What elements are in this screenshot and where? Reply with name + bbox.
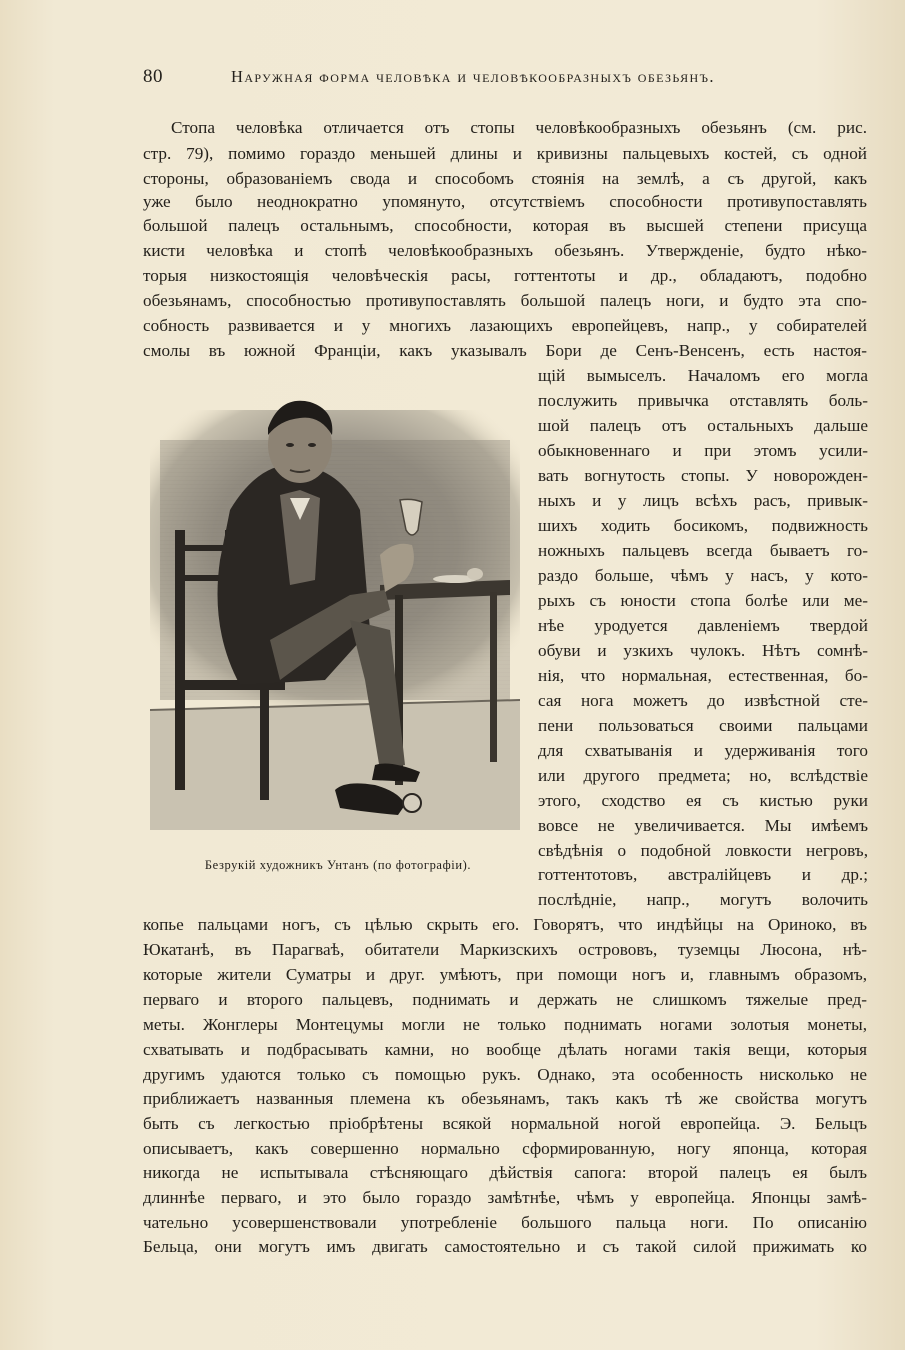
text-line: послужить привычка отставлять боль- (538, 391, 868, 410)
text-line: никогда не испытывала стѣсняющаго дѣйствія сапога: второй палецъ ея былъ (143, 1163, 867, 1182)
text-line: вать вогнутость стопы. У новорожден- (538, 466, 868, 485)
text-line: перваго и второго пальцевъ, поднимать и держать не слишкомъ тяжелые пред- (143, 990, 867, 1009)
text-line: торыя низкостоящія человѣческія расы, готтентоты и др., обладаютъ, подобно (143, 266, 867, 285)
text-line: длиннѣе перваго, и это было гораздо замѣтнѣе, чѣмъ у европейца. Японцы замѣ- (143, 1188, 867, 1207)
text-line: послѣдніе, напр., могутъ волочить (538, 890, 868, 909)
text-line: обезьянамъ, способностью противупоставлять большой палецъ ноги, и будто эта спо- (143, 291, 867, 310)
text-line: готтентотовъ, австралійцевъ и др.; (538, 865, 868, 884)
text-line: нія, что нормальная, естественная, бо- (538, 666, 868, 685)
text-line: рыхъ съ юности стопа болѣе или ме- (538, 591, 868, 610)
text-line: ныхъ и у лицъ всѣхъ расъ, привык- (538, 491, 868, 510)
text-line: Юкатанѣ, въ Парагваѣ, обитатели Маркизскихъ острововъ, туземцы Люсона, нѣ- (143, 940, 867, 959)
page-header (143, 66, 867, 96)
text-line: схватывать и подбрасывать камни, но вообще дѣлать ногами такія вещи, которыя (143, 1040, 867, 1059)
text-line: кисти человѣка и стопѣ человѣкообразныхъ обезьянъ. Утвержденіе, будто нѣко- (143, 241, 867, 260)
engraving-figure (150, 380, 520, 835)
text-line: шихъ ходить босикомъ, подвижность (538, 516, 868, 535)
text-line: стр. 79), помимо гораздо меньшей длины и кривизны пальцевыхъ костей, съ одной (143, 144, 867, 163)
text-line: смолы въ южной Франціи, какъ указывалъ Бори де Сенъ-Венсенъ, есть настоя- (143, 341, 867, 360)
text-line: шой палецъ отъ остальныхъ дальше (538, 416, 868, 435)
text-line: обуви и узкихъ чулокъ. Нѣтъ сомнѣ- (538, 641, 868, 660)
text-line: которые жители Суматры и друг. умѣютъ, при помощи ногъ и, главнымъ образомъ, (143, 965, 867, 984)
text-line: чательно усовершенствовали употребленіе большого пальца ноги. По описанію (143, 1213, 867, 1232)
text-line: для схватыванія и удерживанія того (538, 741, 868, 760)
text-line: обыкновеннаго и при этомъ усили- (538, 441, 868, 460)
figure-caption: Безрукій художникъ Унтанъ (по фотографіи). (204, 858, 472, 872)
text-line: этого, сходство ея съ кистью руки (538, 791, 868, 810)
text-line: ножныхъ пальцевъ всегда бываетъ го- (538, 541, 868, 560)
text-line: приближаетъ названныя племена къ обезьянамъ, такъ какъ тѣ же свойства могутъ (143, 1089, 867, 1108)
text-line: щій вымыселъ. Началомъ его могла (538, 366, 868, 385)
text-line: большой палецъ остальнымъ, способности, которая въ высшей степени присуща (143, 216, 867, 235)
text-line: стороны, образованіемъ свода и способомъ стоянія на землѣ, а съ другой, какъ (143, 169, 867, 188)
text-line: вовсе не увеличивается. Мы имѣемъ (538, 816, 868, 835)
engraving-image (150, 380, 520, 835)
text-line: свѣдѣнія о подобной ловкости негровъ, (538, 841, 868, 860)
text-line: или другого предмета; но, вслѣдствіе (538, 766, 868, 785)
text-line: раздо больше, чѣмъ у насъ, у кото- (538, 566, 868, 585)
text-line: собность развивается и у многихъ лазающихъ европейцевъ, напр., у собирателей (143, 316, 867, 335)
text-line: пени пользоваться своими пальцами (538, 716, 868, 735)
text-line: сая нога можетъ до извѣстной сте- (538, 691, 868, 710)
text-line: уже было неоднократно упомянуто, отсутствіемъ способности противупоставлять (143, 192, 867, 211)
text-line: описываетъ, какъ совершенно нормально сформированную, ногу японца, которая (143, 1139, 867, 1158)
text-line: меты. Жонглеры Монтецумы могли не только поднимать ногами золотыя монеты, (143, 1015, 867, 1034)
text-line: другимъ удаются только съ помощью рукъ. Однако, эта особенность нисколько не (143, 1065, 867, 1084)
running-title: Наружная форма человѣка и человѣкообразныхъ обезьянъ. (231, 67, 715, 86)
text-line: Стопа человѣка отличается отъ стопы человѣкообразныхъ обезьянъ (см. рис. (171, 118, 867, 137)
text-line: копье пальцами ногъ, съ цѣлью скрыть его. Говорятъ, что индѣйцы на Ориноко, въ (143, 915, 867, 934)
page-number: 80 (143, 66, 163, 87)
text-line: Бельца, они могутъ имъ двигать самостоятельно и съ такой силой прижимать ко (143, 1237, 867, 1256)
text-line: нѣе уродуется давленіемъ твердой (538, 616, 868, 635)
text-line: быть съ легкостью пріобрѣтены всякой нормальной ногой европейца. Э. Бельцъ (143, 1114, 867, 1133)
